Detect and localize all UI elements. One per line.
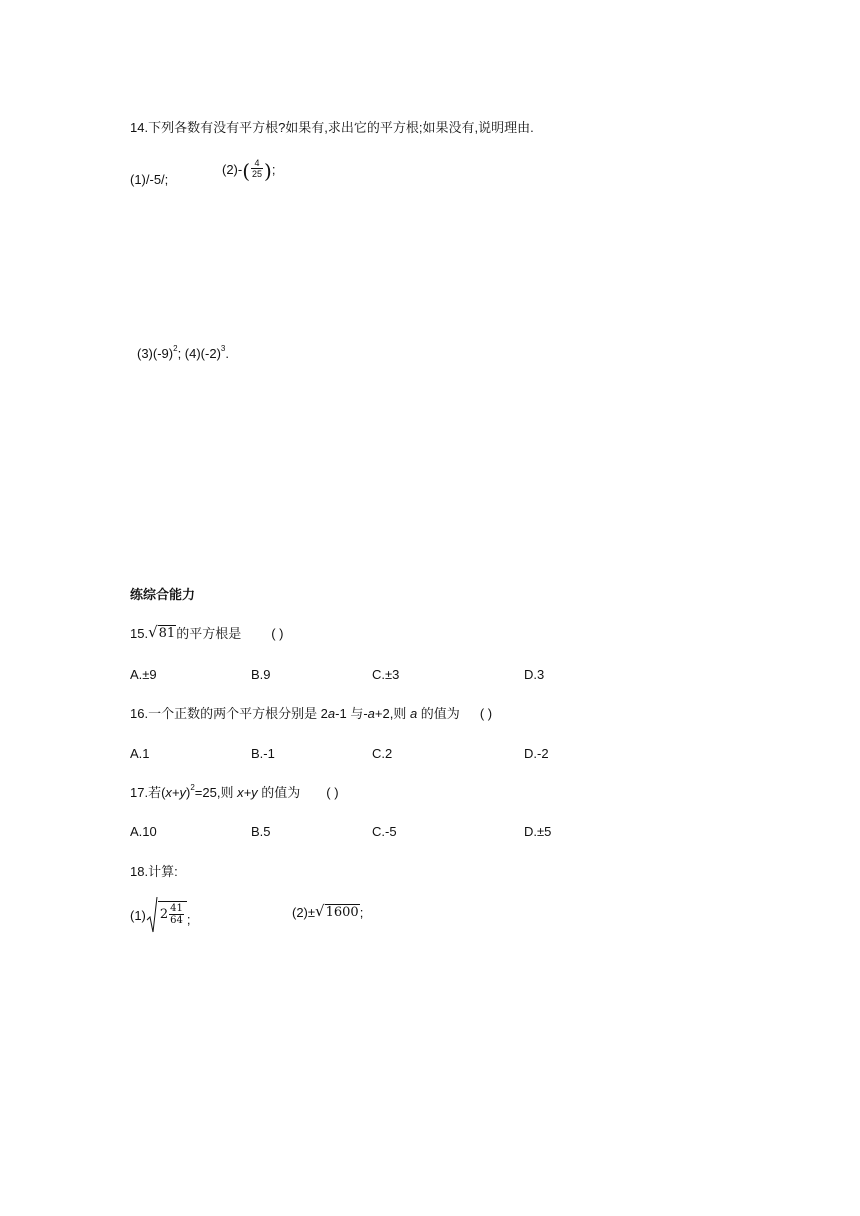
q14-parts-3-4	[137, 344, 229, 361]
q16-stem	[130, 707, 492, 720]
q16-text-1: 16.一个正数的两个平方根分别是 2	[130, 706, 328, 721]
q15-radical	[148, 625, 176, 640]
q18-part1-end: ;	[186, 911, 191, 927]
q18-part2-end: ;	[359, 905, 364, 920]
q18-stem: 18.计算:	[130, 864, 178, 879]
q17-option-c: C.-5	[372, 824, 397, 839]
q15-option-b: B.9	[251, 667, 271, 682]
q16-var-a: a	[367, 706, 375, 721]
q14-part2-suffix: ;	[271, 161, 276, 177]
q15-stem	[130, 625, 283, 640]
q17-var-xy: x+y	[237, 785, 258, 800]
open-paren-icon: (	[242, 159, 251, 183]
q17-text-4: 的值为	[257, 785, 301, 800]
q14-part2	[222, 158, 276, 183]
q18-part1-radicand	[158, 901, 187, 926]
q16-option-b: B.-1	[251, 746, 275, 761]
q16-answer-bracket: ( )	[479, 706, 493, 721]
q15-answer-bracket: ( )	[271, 626, 284, 641]
q16-option-d: D.-2	[524, 746, 549, 761]
q16-text-2: -1 与-	[335, 706, 368, 721]
q17-option-d: D.±5	[524, 824, 552, 839]
q17-stem	[130, 783, 339, 800]
radical-sign-icon: √	[148, 623, 158, 641]
q16-text-3: +2,则	[374, 706, 410, 721]
radical-sign-icon	[146, 896, 158, 934]
q14-part4: ; (4)(-2)	[177, 346, 221, 361]
q15-radicand: 81	[158, 626, 176, 641]
close-paren-icon: )	[264, 159, 272, 183]
q18-part2-radicand: 1600	[325, 905, 359, 920]
q15-text: 的平方根是	[176, 626, 242, 641]
section-title: 练综合能力	[130, 587, 196, 602]
q15-option-a: A.±9	[130, 667, 157, 682]
q18-part1-fraction	[169, 904, 184, 926]
fraction-numerator: 4	[254, 158, 260, 168]
q16-text-4: 的值为	[417, 706, 460, 721]
q14-part3: (3)(-9)	[137, 346, 174, 361]
fraction-denominator: 64	[170, 914, 183, 926]
q17-text-3: =25,则	[194, 785, 238, 800]
q18-part1-whole: 2	[159, 907, 169, 922]
q18-part2-radical	[315, 904, 360, 919]
q16-option-c: C.2	[372, 746, 393, 761]
radical-sign-icon: √	[315, 902, 325, 920]
q17-var-xy: x+y	[165, 785, 186, 800]
q16-option-a: A.1	[130, 746, 150, 761]
q14-part1: (1)/-5/;	[130, 172, 169, 187]
q14-stem: 14.下列各数有没有平方根?如果有,求出它的平方根;如果没有,说明理由.	[130, 120, 534, 135]
q16-var-a: a	[327, 706, 336, 721]
q17-exponent: 2	[190, 783, 195, 792]
q14-part3-exponent: 2	[173, 344, 178, 353]
q17-option-a: A.10	[130, 824, 157, 839]
q17-option-b: B.5	[251, 824, 271, 839]
q17-text-1: 17.若(	[130, 785, 166, 800]
fraction-denominator: 25	[252, 169, 263, 179]
q14-part4-exponent: 3	[220, 344, 226, 353]
q18-part2-label: (2)±	[292, 905, 316, 920]
q18-part1-label: (1)	[130, 907, 146, 923]
q17-answer-bracket: ( )	[326, 785, 339, 800]
q15-option-c: C.±3	[372, 667, 400, 682]
q16-var-a: a	[409, 706, 418, 721]
q14-part2-fraction	[251, 159, 263, 179]
q18-part1	[130, 896, 191, 934]
q14-part4-end: .	[225, 346, 229, 361]
q18-part2	[292, 904, 363, 919]
q14-part2-prefix: (2)-	[222, 161, 243, 177]
q15-option-d: D.3	[524, 667, 545, 682]
q17-text-2: )	[186, 785, 191, 800]
q15-prefix: 15.	[130, 626, 149, 641]
fraction-numerator: 41	[170, 902, 183, 914]
